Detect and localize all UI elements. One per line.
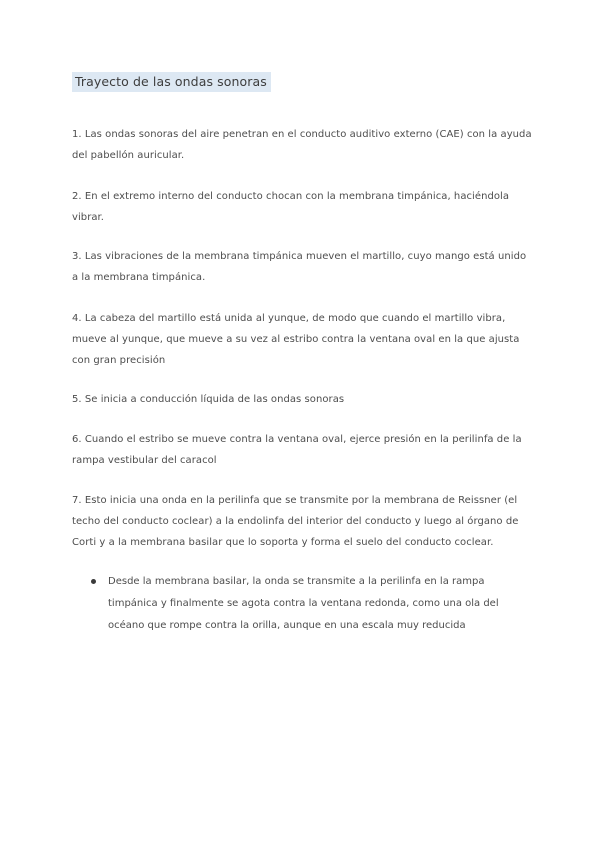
- bullet-item-1: Desde la membrana basilar, la onda se transmite a la perilinfa en la rampa timpánica y finalmente se agota contra la ventana redonda, como una ola del océano que rompe contra la orilla, aunque en una escala muy reducida: [108, 576, 499, 631]
- paragraph-3: 3. Las vibraciones de la membrana timpánica mueven el martillo, cuyo mango está unido a la membrana timpánica.: [72, 251, 527, 283]
- paragraph-7: 7. Esto inicia una onda en la perilinfa que se transmite por la membrana de Reissner (el techo del conducto coclear) a la endolinfa del interior del conducto y luego al órgano de Corti y a la membrana basilar que lo soporta y forma el suelo del conducto coclear.: [72, 495, 519, 548]
- paragraph-2: 2. En el extremo interno del conducto chocan con la membrana timpánica, haciéndola vibrar.: [72, 191, 510, 223]
- paragraph-6: 6. Cuando el estribo se mueve contra la ventana oval, ejerce presión en la perilinfa de la rampa vestibular del caracol: [72, 434, 522, 466]
- document-title: Trayecto de las ondas sonoras: [72, 72, 271, 92]
- paragraph-4: 4. La cabeza del martillo está unida al yunque, de modo que cuando el martillo vibra, mueve al yunque, que mueve a su vez al estribo contra la ventana oval en la que ajusta con gran precisión: [72, 313, 520, 366]
- paragraph-1: 1. Las ondas sonoras del aire penetran en el conducto auditivo externo (CAE) con la ayuda del pabellón auricular.: [72, 129, 532, 161]
- bullet-dot-icon: [91, 579, 96, 584]
- paragraph-5: 5. Se inicia a conducción líquida de las ondas sonoras: [72, 394, 345, 405]
